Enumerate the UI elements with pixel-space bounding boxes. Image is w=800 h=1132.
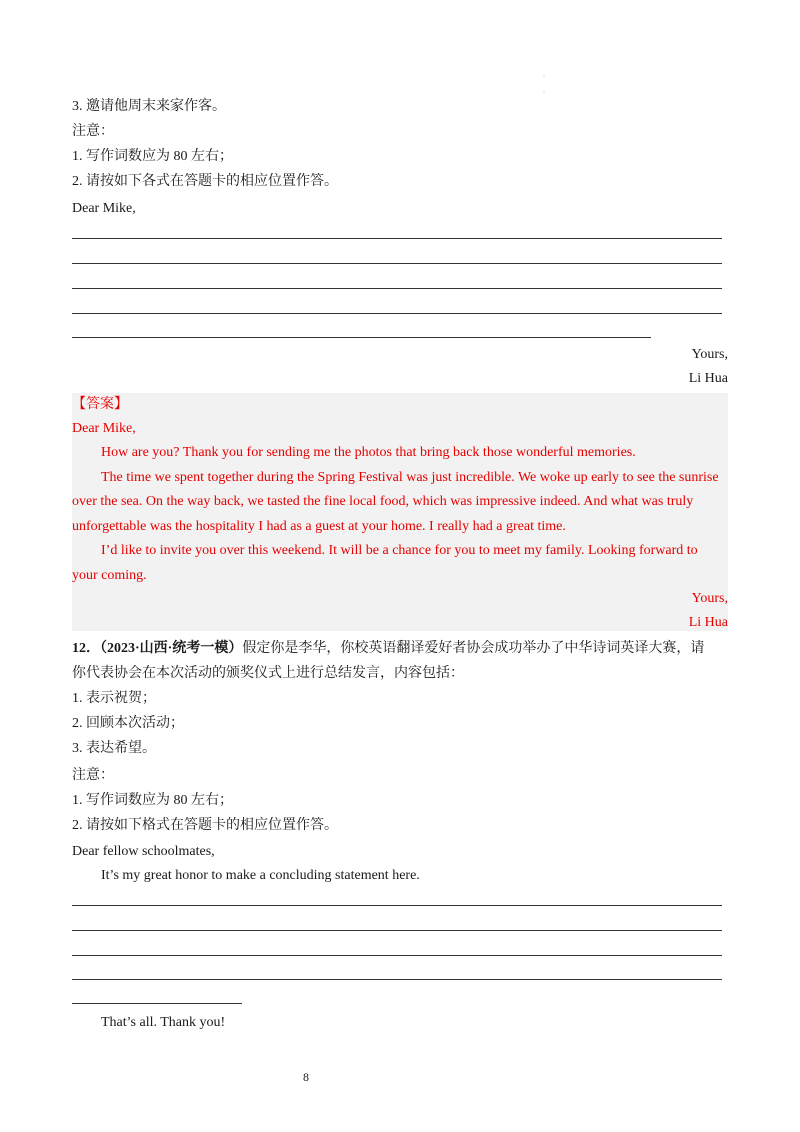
answer-line: [72, 955, 722, 956]
stray-mark: .: [543, 86, 545, 95]
answer-paragraph-2-line-2: over the sea. On the way back, we tasted the fine local food, which was impressive indeed. And what was truly: [72, 494, 694, 509]
content-item-3: 3. 表达希望。: [72, 741, 156, 756]
answer-line: [72, 905, 722, 906]
answer-line: [72, 313, 722, 314]
answer-background: [72, 393, 728, 631]
note-label: 注意：: [72, 768, 114, 783]
answer-label: 【答案】: [72, 397, 128, 412]
answer-line: [72, 288, 722, 289]
answer-greeting: Dear Mike,: [72, 421, 136, 436]
note-2: 2. 请按如下格式在答题卡的相应位置作答。: [72, 818, 338, 833]
answer-paragraph-1: How are you? Thank you for sending me the photos that bring back those wonderful memories.: [101, 445, 636, 460]
letter-signature: Li Hua: [688, 371, 728, 386]
question-number: 12．: [72, 641, 100, 656]
note-label: 注意：: [72, 124, 114, 139]
letter-closing: Yours,: [691, 347, 728, 362]
answer-line: [72, 979, 722, 980]
speech-opening: It’s my great honor to make a concluding statement here.: [101, 868, 420, 883]
speech-greeting: Dear fellow schoolmates,: [72, 844, 215, 859]
letter-greeting: Dear Mike,: [72, 201, 136, 216]
task-item-3: 3. 邀请他周末来家作客。: [72, 99, 226, 114]
content-item-1: 1. 表示祝贺；: [72, 691, 156, 706]
question-12-heading: [72, 640, 704, 658]
answer-line: [72, 930, 722, 931]
answer-paragraph-2-line-3: unforgettable was the hospitality I had as a guest at your home. I really had a great time.: [72, 519, 566, 534]
answer-line: [72, 238, 722, 239]
answer-closing: Yours,: [691, 591, 728, 606]
answer-signature: Li Hua: [688, 615, 728, 630]
answer-line: [72, 337, 651, 338]
stray-mark: .: [543, 70, 545, 79]
note-1: 1. 写作词数应为 80 左右；: [72, 793, 233, 808]
page-number: 8: [303, 1070, 309, 1084]
note-2: 2. 请按如下各式在答题卡的相应位置作答。: [72, 174, 338, 189]
note-1: 1. 写作词数应为 80 左右；: [72, 149, 233, 164]
answer-paragraph-3-line-2: your coming.: [72, 568, 147, 583]
answer-line: [72, 1003, 242, 1004]
answer-line: [72, 263, 722, 264]
question-prompt-line-1: 假定你是李华，你校英语翻译爱好者协会成功举办了中华诗词英译大赛，请: [242, 641, 705, 656]
speech-ending: That’s all. Thank you!: [101, 1015, 226, 1030]
answer-paragraph-2-line-1: The time we spent together during the Spring Festival was just incredible. We woke up early to see the sunrise: [101, 470, 719, 485]
answer-paragraph-3-line-1: I’d like to invite you over this weekend. It will be a chance for you to meet my family. Looking forward to: [101, 543, 698, 558]
question-source: （2023·山西·统考一模）: [100, 641, 243, 656]
content-item-2: 2. 回顾本次活动；: [72, 716, 184, 731]
question-prompt-line-2: 你代表协会在本次活动的颁奖仪式上进行总结发言，内容包括：: [72, 666, 464, 681]
